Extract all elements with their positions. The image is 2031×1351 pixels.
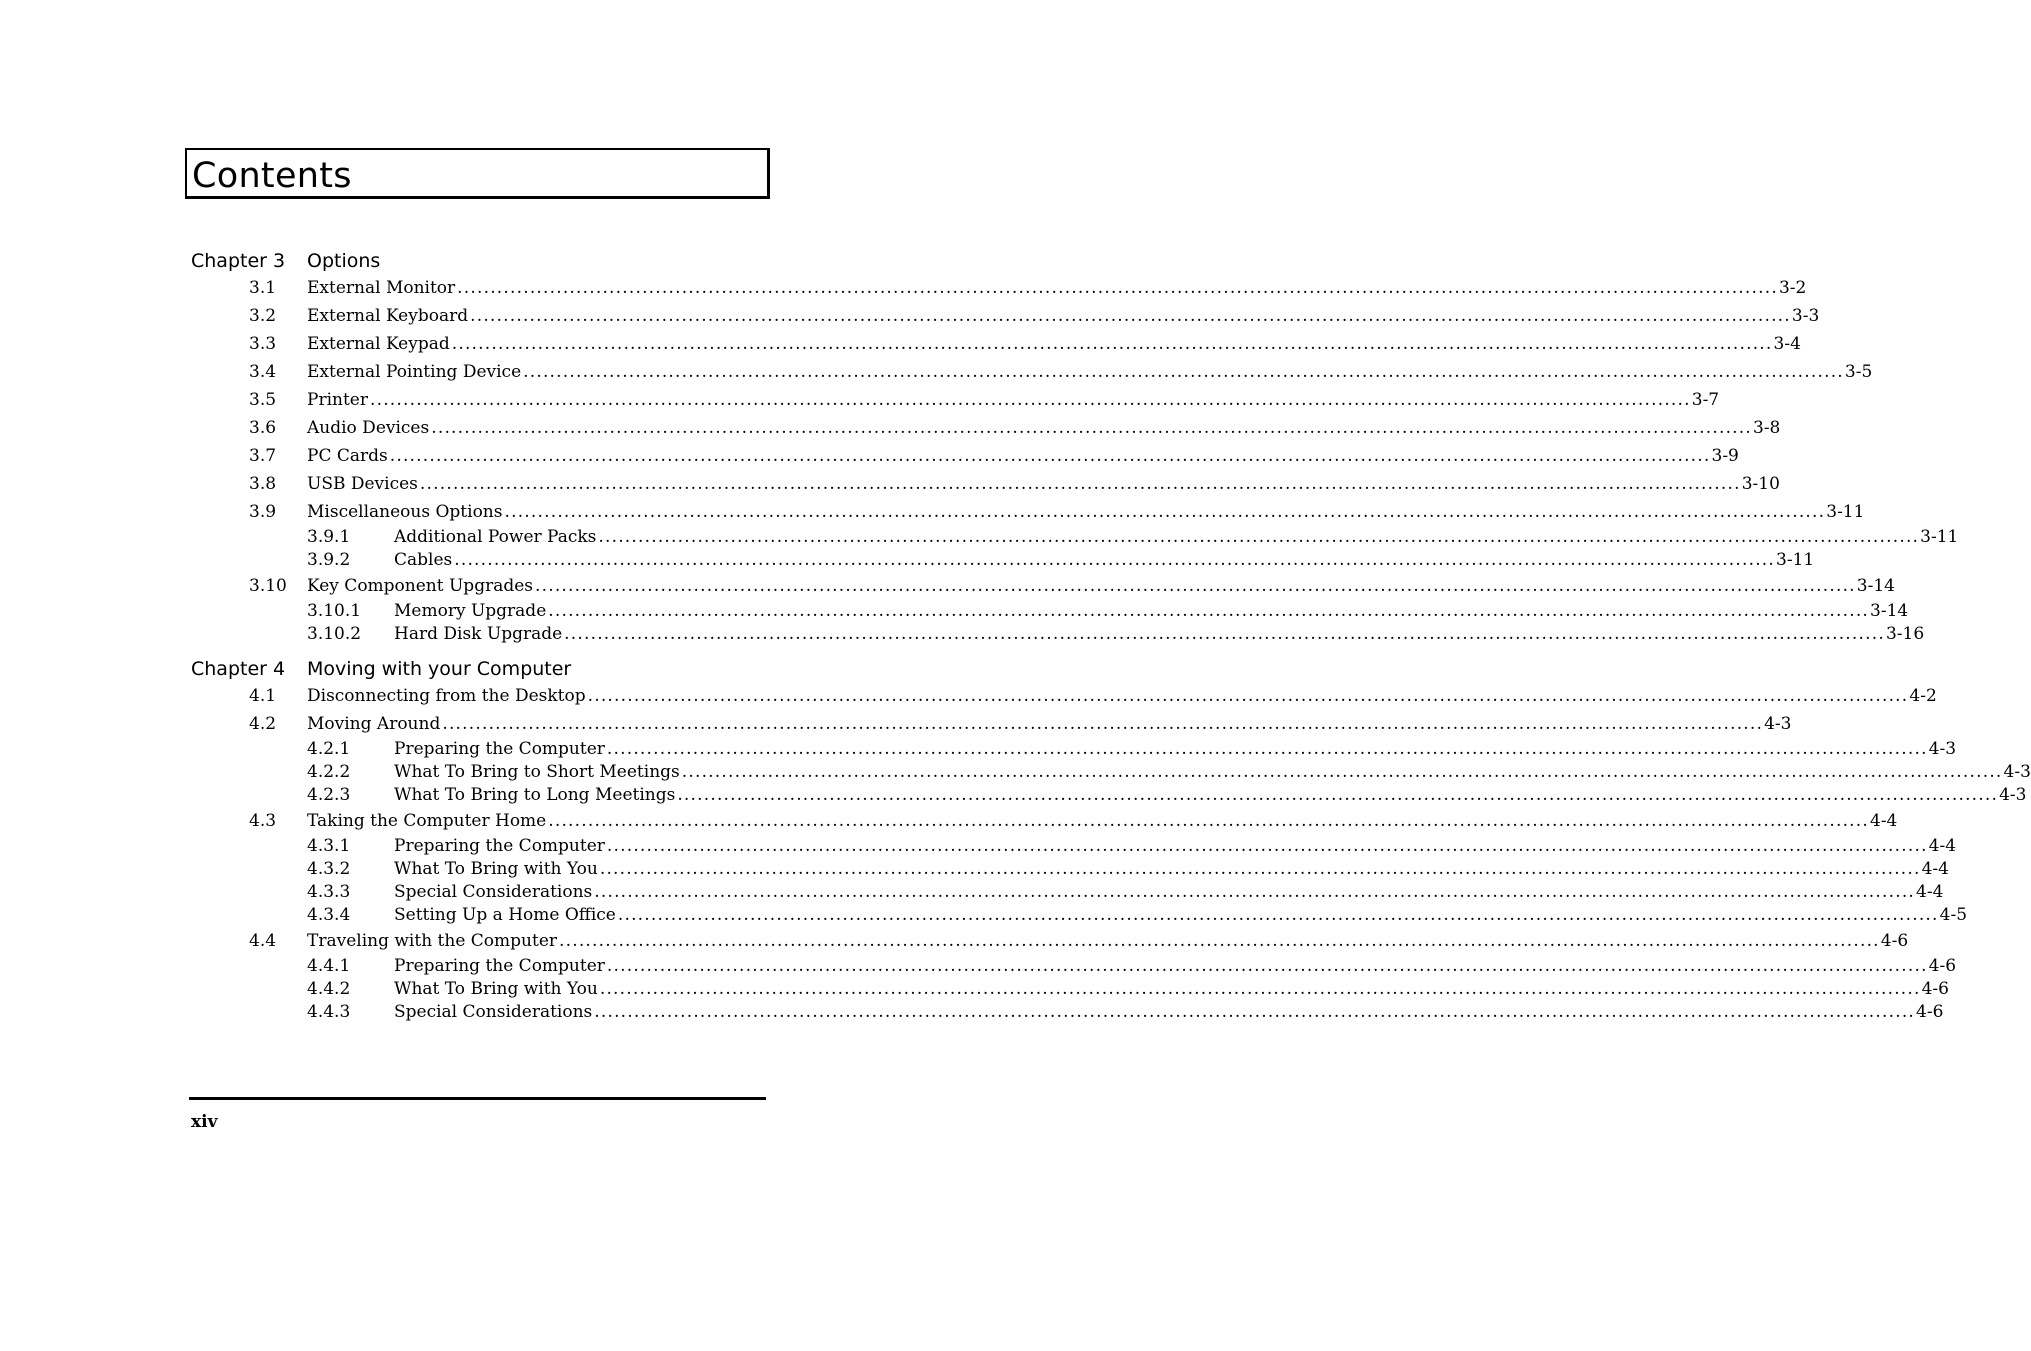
toc-entry[interactable]: [0, 331, 1801, 358]
dot-leader: ........................................................................................................................................................................................................: [389, 446, 1711, 466]
page-ref: 4-6: [1880, 931, 1909, 951]
toc-entry[interactable]: [0, 415, 1781, 442]
toc-entry[interactable]: [0, 359, 1873, 386]
subsection-number: 4.4.1: [307, 956, 351, 976]
section-number: 3.6: [249, 418, 277, 438]
dot-leader: ........................................................................................................................................................................................................: [681, 762, 2003, 782]
dot-leader: ........................................................................................................................................................................................................: [451, 334, 1773, 354]
subsection-number: 3.10.1: [307, 601, 362, 621]
page-ref: 4-6: [1928, 956, 1957, 976]
toc-subentry[interactable]: [0, 738, 1957, 761]
subsection-title: Memory Upgrade: [394, 601, 547, 621]
dot-leader: ........................................................................................................................................................................................................: [564, 624, 1885, 644]
chapter-heading: [0, 656, 954, 682]
subsection-title: What To Bring to Long Meetings: [394, 785, 676, 805]
subsection-title: Cables: [394, 550, 453, 570]
entry-line: [394, 549, 1815, 572]
entry-line: [307, 683, 1937, 710]
page-ref: 3-10: [1741, 474, 1780, 494]
entry-line: [394, 881, 1944, 904]
section-title: External Pointing Device: [307, 362, 522, 382]
entry-line: [307, 275, 1807, 302]
chapter-heading: [0, 248, 954, 274]
subsection-title: What To Bring to Short Meetings: [394, 762, 680, 782]
subsection-number: 3.9.1: [307, 527, 351, 547]
section-title: Taking the Computer Home: [307, 811, 547, 831]
page-ref: 4-3: [2003, 762, 2031, 782]
page-ref: 4-6: [1921, 979, 1949, 999]
section-number: 3.4: [249, 362, 277, 382]
chapter-label: Chapter 3: [191, 250, 286, 272]
dot-leader: ........................................................................................................................................................................................................: [535, 576, 1856, 596]
section-number: 4.3: [249, 811, 277, 831]
section-number: 3.3: [249, 334, 277, 354]
toc-entry[interactable]: [0, 387, 1720, 414]
section-title: External Keypad: [307, 334, 450, 354]
subsection-title: Special Considerations: [394, 882, 593, 902]
section-title: Key Component Upgrades: [307, 576, 534, 596]
page-ref: 3-11: [1776, 550, 1815, 570]
subsection-title: Preparing the Computer: [394, 739, 605, 759]
section-number: 4.2: [249, 714, 277, 734]
entry-line: [394, 761, 2031, 784]
page-ref: 4-5: [1939, 905, 1968, 925]
toc-subentry[interactable]: [0, 881, 1944, 904]
dot-leader: ........................................................................................................................................................................................................: [457, 278, 1778, 298]
dot-leader: ........................................................................................................................................................................................................: [369, 390, 1691, 410]
toc-entry[interactable]: [0, 275, 1807, 302]
section-title: External Keyboard: [307, 306, 469, 326]
section-number: 3.1: [249, 278, 277, 298]
subsection-number: 4.3.4: [307, 905, 351, 925]
subsection-title: Preparing the Computer: [394, 836, 605, 856]
entry-line: [394, 600, 1909, 623]
subsection-number: 4.2.1: [307, 739, 351, 759]
subsection-title: Hard Disk Upgrade: [394, 624, 563, 644]
subsection-title: Preparing the Computer: [394, 956, 605, 976]
dot-leader: ........................................................................................................................................................................................................: [470, 306, 1791, 326]
page-ref: 4-3: [1999, 785, 2027, 805]
entry-line: [307, 808, 1898, 835]
subsection-number: 4.2.3: [307, 785, 351, 805]
entry-line: [394, 1001, 1944, 1024]
chapter-title: Options: [307, 250, 381, 272]
dot-leader: ........................................................................................................................................................................................................: [606, 739, 1928, 759]
entry-line: [307, 415, 1781, 442]
section-number: 3.9: [249, 502, 277, 522]
subsection-number: 4.2.2: [307, 762, 351, 782]
subsection-number: 4.3.2: [307, 859, 351, 879]
toc-entry[interactable]: [0, 683, 1937, 710]
toc-subentry[interactable]: [0, 955, 1957, 978]
page-ref: 4-4: [1921, 859, 1949, 879]
dot-leader: ........................................................................................................................................................................................................: [431, 418, 1752, 438]
toc-subentry[interactable]: [0, 549, 1815, 572]
toc-entry[interactable]: [0, 711, 1792, 738]
section-title: Printer: [307, 390, 368, 410]
toc-subentry[interactable]: [0, 858, 1949, 881]
toc-entry[interactable]: [0, 808, 1898, 835]
section-title: Audio Devices: [307, 418, 430, 438]
section-title: Traveling with the Computer: [307, 931, 558, 951]
dot-leader: ........................................................................................................................................................................................................: [442, 714, 1764, 734]
section-number: 4.1: [249, 686, 277, 706]
entry-line: [307, 499, 1865, 526]
page-ref: 3-2: [1778, 278, 1807, 298]
dot-leader: ........................................................................................................................................................................................................: [606, 956, 1928, 976]
subsection-number: 3.10.2: [307, 624, 362, 644]
toc-subentry[interactable]: [0, 1001, 1944, 1024]
entry-line: [394, 526, 1959, 549]
section-title: Miscellaneous Options: [307, 502, 503, 522]
section-title: External Monitor: [307, 278, 456, 298]
entry-line: [394, 978, 1949, 1001]
page-ref: 3-9: [1711, 446, 1739, 466]
toc-entry[interactable]: [0, 928, 1909, 955]
section-title: Disconnecting from the Desktop: [307, 686, 586, 706]
page-ref: 3-5: [1844, 362, 1873, 382]
entry-line: [307, 443, 1739, 470]
page-ref: 4-4: [1928, 836, 1957, 856]
toc-entry[interactable]: [0, 471, 1780, 498]
entry-line: [307, 359, 1873, 386]
dot-leader: ........................................................................................................................................................................................................: [419, 474, 1741, 494]
toc-entry[interactable]: [0, 573, 1895, 600]
toc-subentry[interactable]: [0, 600, 1909, 623]
page-ref: 4-2: [1909, 686, 1937, 706]
page-ref: 4-4: [1916, 882, 1944, 902]
subsection-title: What To Bring with You: [394, 979, 598, 999]
page-ref: 3-8: [1753, 418, 1781, 438]
dot-leader: ........................................................................................................................................................................................................: [617, 905, 1939, 925]
page-ref: 3-14: [1870, 601, 1909, 621]
dot-leader: ........................................................................................................................................................................................................: [594, 882, 1916, 902]
page-ref: 4-6: [1916, 1002, 1944, 1022]
page-title: Contents: [192, 156, 352, 196]
toc-subentry[interactable]: [0, 623, 1925, 646]
entry-line: [307, 928, 1909, 955]
subsection-number: 4.3.3: [307, 882, 351, 902]
subsection-title: Special Considerations: [394, 1002, 593, 1022]
page-ref: 3-16: [1885, 624, 1925, 644]
page-ref: 3-4: [1773, 334, 1801, 354]
subsection-title: What To Bring with You: [394, 859, 598, 879]
dot-leader: ........................................................................................................................................................................................................: [548, 601, 1870, 621]
entry-line: [394, 623, 1925, 646]
footer-rule: [189, 1097, 766, 1100]
toc-entry[interactable]: [0, 443, 1739, 470]
toc-subentry[interactable]: [0, 784, 2027, 807]
dot-leader: ........................................................................................................................................................................................................: [587, 686, 1909, 706]
subsection-number: 4.4.3: [307, 1002, 351, 1022]
entry-line: [394, 955, 1957, 978]
dot-leader: ........................................................................................................................................................................................................: [606, 836, 1928, 856]
entry-line: [307, 387, 1720, 414]
contents-title-box: [185, 148, 770, 199]
section-number: 3.2: [249, 306, 277, 326]
toc-entry[interactable]: [0, 499, 1865, 526]
subsection-number: 4.4.2: [307, 979, 351, 999]
page-ref: 3-11: [1826, 502, 1865, 522]
chapter-title: Moving with your Computer: [307, 658, 572, 680]
chapter-label: Chapter 4: [191, 658, 286, 680]
entry-line: [307, 303, 1820, 330]
section-number: 3.5: [249, 390, 277, 410]
dot-leader: ........................................................................................................................................................................................................: [599, 859, 1921, 879]
dot-leader: ........................................................................................................................................................................................................: [523, 362, 1844, 382]
dot-leader: ........................................................................................................................................................................................................: [559, 931, 1880, 951]
section-number: 4.4: [249, 931, 277, 951]
section-number: 3.7: [249, 446, 277, 466]
section-title: USB Devices: [307, 474, 418, 494]
page-number: xiv: [191, 1112, 218, 1132]
dot-leader: ........................................................................................................................................................................................................: [598, 527, 1920, 547]
subsection-number: 3.9.2: [307, 550, 351, 570]
toc-subentry[interactable]: [0, 835, 1957, 858]
entry-line: [307, 573, 1895, 600]
entry-line: [394, 784, 2027, 807]
toc-subentry[interactable]: [0, 904, 1968, 927]
entry-line: [394, 835, 1957, 858]
dot-leader: ........................................................................................................................................................................................................: [454, 550, 1776, 570]
table-of-contents: [0, 248, 2031, 1024]
toc-subentry[interactable]: [0, 978, 1949, 1001]
section-title: Moving Around: [307, 714, 441, 734]
entry-line: [307, 471, 1780, 498]
entry-line: [307, 711, 1792, 738]
section-number: 3.8: [249, 474, 277, 494]
entry-line: [394, 858, 1949, 881]
toc-subentry[interactable]: [0, 761, 2031, 784]
entry-line: [394, 738, 1957, 761]
entry-line: [307, 331, 1801, 358]
section-title: PC Cards: [307, 446, 388, 466]
subsection-title: Additional Power Packs: [394, 527, 597, 547]
toc-entry[interactable]: [0, 303, 1820, 330]
dot-leader: ........................................................................................................................................................................................................: [594, 1002, 1916, 1022]
dot-leader: ........................................................................................................................................................................................................: [504, 502, 1826, 522]
dot-leader: ........................................................................................................................................................................................................: [599, 979, 1921, 999]
page-ref: 3-14: [1856, 576, 1895, 596]
subsection-title: Setting Up a Home Office: [394, 905, 616, 925]
toc-subentry[interactable]: [0, 526, 1959, 549]
page-ref: 4-4: [1870, 811, 1898, 831]
section-number: 3.10: [249, 576, 287, 596]
page-ref: 3-3: [1791, 306, 1820, 326]
dot-leader: ........................................................................................................................................................................................................: [548, 811, 1869, 831]
page-ref: 3-11: [1920, 527, 1959, 547]
page-ref: 4-3: [1928, 739, 1957, 759]
entry-line: [394, 904, 1968, 927]
subsection-number: 4.3.1: [307, 836, 351, 856]
page-ref: 3-7: [1691, 390, 1720, 410]
page-ref: 4-3: [1764, 714, 1792, 734]
dot-leader: ........................................................................................................................................................................................................: [677, 785, 1999, 805]
